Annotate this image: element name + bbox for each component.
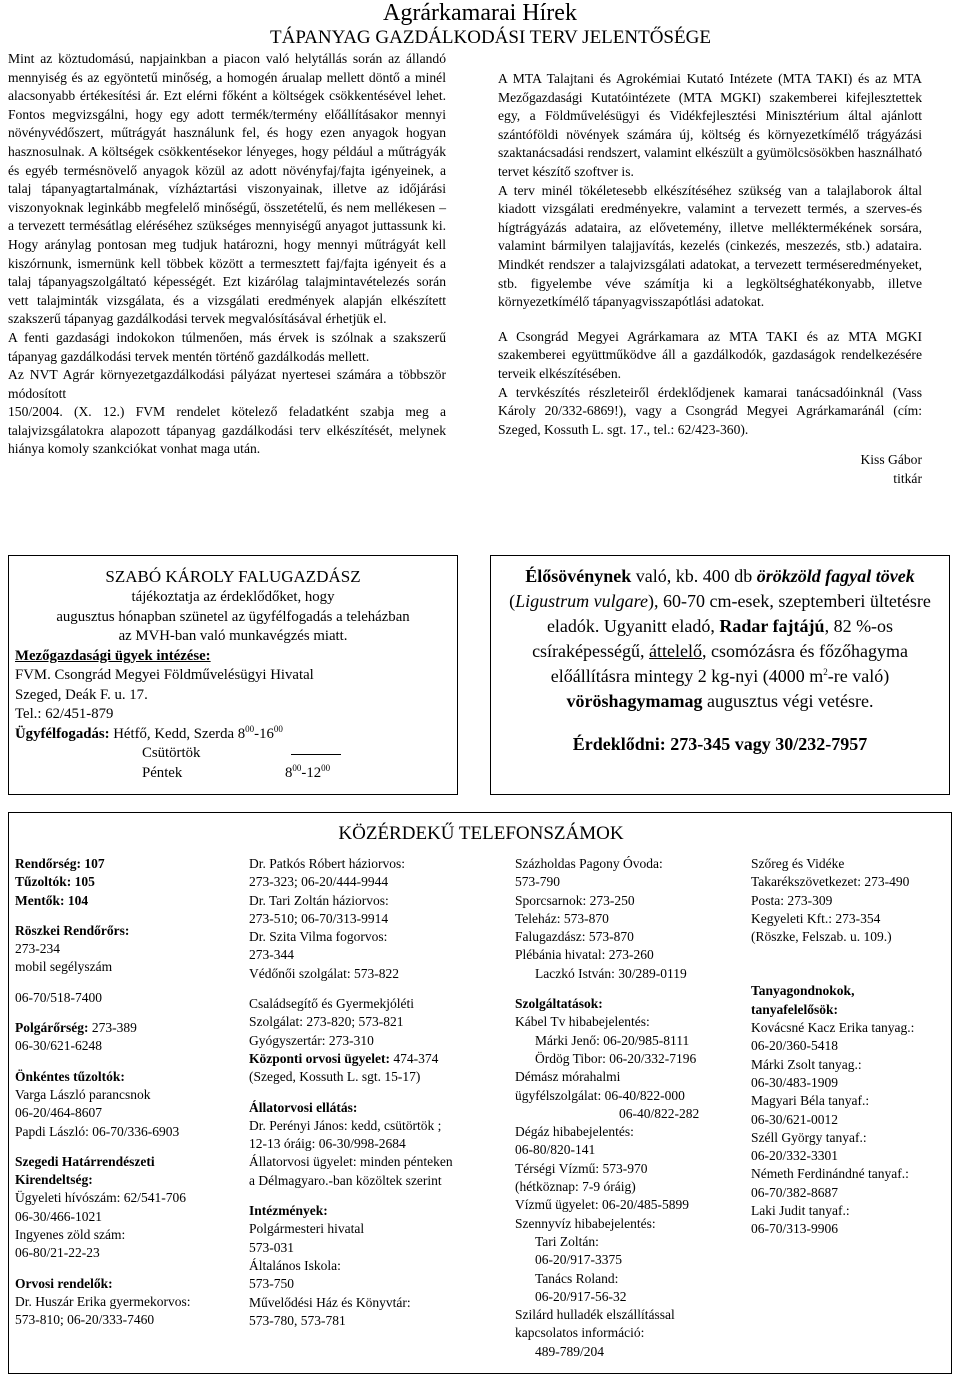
hours-days: Hétfő, Kedd, Szerda 8: [113, 725, 246, 742]
article-paragraph: A MTA Talajtani és Agrokémiai Kutató Intézete (MTA TAKI) és az MTA Mezőgazdasági Kutatóintézete (MTA MGKI) szakemberei kifejlesztettek egy, a Földművelésügyi és Vidékfejlesztési Minisztérium által ajánlott szántóföldi növények számára új, költség és környezetkímélő trágyázási szaktanácsadási rendszert, valamint elkészült a gyümölcsösökben használható tervet készítő szoftver is.: [498, 71, 922, 179]
notice-heading: Mezőgazdasági ügyek intézése:: [15, 647, 211, 664]
phone-entry: Dégáz hibabejelentés:: [515, 1124, 634, 1140]
phone-directory-title: KÖZÉRDEKŰ TELEFONSZÁMOK: [338, 823, 624, 844]
phone-entry: Takarékszövetkezet: 273-490: [751, 874, 910, 890]
ad-text-part: (: [509, 591, 516, 611]
phone-entry: 06-70/313-9906: [751, 1221, 838, 1237]
phone-entry: 573-031: [249, 1239, 294, 1255]
phone-entry: Kábel Tv hibabejelentés:: [515, 1014, 650, 1030]
friday-to: -12: [301, 764, 322, 781]
ad-text: [497, 564, 943, 714]
hours-thursday: [9, 744, 457, 764]
notice-line: az MVH-ban való munkavégzés miatt.: [118, 628, 348, 644]
phone-entry-number: 273-389: [88, 1020, 137, 1036]
friday-label: Péntek: [142, 764, 183, 781]
phone-entry: kapcsolatos információ:: [515, 1325, 645, 1341]
phone-entry: Szilárd hulladék elszállítással: [515, 1307, 675, 1323]
friday-min: 00: [321, 762, 331, 773]
ad-italic: Ligustrum vulgare: [515, 591, 648, 611]
phone-entry: Családsegítő és Gyermekjóléti: [249, 996, 414, 1012]
phone-entry: 06-30/621-0012: [751, 1111, 838, 1127]
classified-ad-box: [490, 555, 950, 795]
spacer: [249, 1087, 453, 1099]
ad-bold: Élősövénynek: [525, 566, 632, 586]
phone-entry: Plébánia hivatal: 273-260: [515, 947, 654, 963]
spacer: [15, 1007, 190, 1019]
phone-entry: 573-780, 573-781: [249, 1312, 346, 1328]
phone-entry: 273-344: [249, 947, 294, 963]
phone-entry: [249, 1050, 453, 1068]
phone-entry: Tari Zoltán:: [535, 1233, 599, 1249]
phone-entry: Varga László parancsnok: [15, 1086, 151, 1102]
phone-entry: Dr. Patkós Róbert háziorvos:: [249, 856, 405, 871]
phone-entry: Tanyagondnokok,: [751, 983, 855, 999]
phone-entry: 06-80/820-141: [515, 1142, 596, 1158]
phone-entry: 273-323; 06-20/444-9944: [249, 874, 389, 890]
office-name: FVM. Csongrád Megyei Földművelésügyi Hivatal: [15, 667, 314, 683]
phone-entry: 273-234: [15, 941, 60, 957]
article-paragraph: A terv minél tökéletesebb elkészítéséhez szükség van a talajlaborok által kiadott vizsgálati eredményekre, valamint a tervezett termés, a szerves-és hígtrágyázás adataira, az elővetemény, illetve melléktermékének sorsára, valamint bármilyen talajjavítás, kezelés (cinkezés, meszezés, stb.) adataira. Mindkét rendszer a talajvizsgálati adatokat, a tervezett terméseredményeket, stb. figyelembe véve számítja ki a legköltséghatékonyabb, illetve környezetkímélő tápanyagvisszapótlási adatokat.: [498, 182, 922, 310]
ad-contact: Érdeklődni: 273-345 vagy 30/232-7957: [572, 734, 868, 754]
ad-bold: Radar fajtájú: [719, 616, 825, 636]
friday-from: 8: [285, 764, 293, 781]
notice-line: augusztus hónapban szünetel az ügyfélfogadás a teleházban: [56, 608, 410, 625]
phone-entry: Rendőrség: 107: [15, 856, 105, 871]
notice-line: tájékoztatja az érdeklődőket, hogy: [131, 589, 335, 605]
spacer: [249, 983, 453, 995]
phone-entry: Önkéntes tűzoltók:: [15, 1068, 125, 1084]
phone-column-4: [751, 855, 914, 1239]
hours-min: 00: [245, 723, 255, 734]
phone-entry: Dr. Perényi János: kedd, csütörtök ;: [249, 1117, 442, 1133]
phone-entry: Teleház: 573-870: [515, 910, 609, 926]
phone-entry: ügyfélszolgálat: 06-40/822-000: [515, 1087, 685, 1103]
phone-entry: 06-70/382-8687: [751, 1184, 838, 1200]
phone-entry: Gyógyszertár: 273-310: [249, 1032, 374, 1048]
notice-title: SZABÓ KÁROLY FALUGAZDÁSZ: [105, 567, 361, 586]
hours-label: Ügyfélfogadás:: [15, 725, 110, 742]
ad-text-part: augusztus végi vetésre.: [702, 691, 874, 711]
spacer: [751, 970, 914, 982]
phone-entry: Intézmények:: [249, 1203, 328, 1219]
phone-entry: Tanács Roland:: [535, 1270, 619, 1286]
phone-entry: Szennyvíz hibabejelentés:: [515, 1215, 656, 1231]
article-paragraph: Az NVT Agrár környezetgazdálkodási pályázat nyertesei számára a többször módosított: [8, 367, 446, 401]
phone-entry: Papdi László: 06-70/336-6903: [15, 1123, 180, 1139]
article-paragraph: A Csongrád Megyei Agrárkamara az MTA TAKI és az MTA MGKI szakemberei együttműködve áll a gazdálkodók, gazdaságok rendelkezésére terveik elkészítésében.: [498, 328, 922, 381]
thursday-label: Csütörtök: [142, 745, 201, 761]
signature-role: titkár: [893, 470, 922, 486]
phone-entry: Ügyeleti hívószám: 62/541-706: [15, 1190, 186, 1206]
phone-entry-number: 474-374: [390, 1050, 439, 1066]
phone-entry: Márki Jenő: 06-20/985-8111: [535, 1032, 690, 1048]
friday-min: 00: [292, 762, 302, 773]
phone-entry: Démász mórahalmi: [515, 1069, 621, 1085]
phone-entry: Laki Judit tanyaf.:: [751, 1203, 850, 1219]
phone-entry: a Délmagyaro.-ban közöltek szerint: [249, 1172, 442, 1188]
phone-entry: 273-510; 06-70/313-9914: [249, 910, 389, 926]
phone-entry: Tűzoltók: 105: [15, 874, 95, 890]
phone-entry: 06-20/464-8607: [15, 1105, 102, 1121]
phone-column-2: [249, 855, 453, 1330]
spacer: [751, 958, 914, 970]
ad-text-part: -re való): [827, 666, 890, 686]
phone-entry: 06-20/917-56-32: [535, 1288, 627, 1304]
spacer: [15, 1141, 190, 1153]
phone-entry: Vízmű ügyelet: 06-20/485-5899: [515, 1197, 689, 1213]
article-left-column: [8, 50, 446, 459]
phone-entry: Ördög Tibor: 06-20/332-7196: [535, 1050, 697, 1066]
ad-text-part: , 82 %-os csíraképességű,: [532, 616, 894, 661]
phone-entry: (Röszke, Felszab. u. 109.): [751, 929, 892, 945]
phone-entry: Sporcsarnok: 273-250: [515, 892, 635, 908]
hours-min: 00: [273, 723, 283, 734]
phone-entry: Röszkei Rendőrőrs:: [15, 922, 130, 938]
article-paragraph: 150/2004. (X. 12.) FVM rendelet kötelező feladatként szabja meg a talajvizsgálatokra alapozott tápanyag gazdálkodási terv elkészítését, melynek hiánya komoly szankciókat vonhat maga után.: [8, 404, 446, 457]
article-paragraph: A fenti gazdasági indokokon túlmenően, más érvek is szólnak a szakszerű tápanyag gazdálkodási tervek mentén történő gazdálkodás mellett.: [8, 329, 446, 364]
phone-entry: Posta: 273-309: [751, 892, 833, 908]
phone-entry: 06-80/21-22-23: [15, 1245, 100, 1261]
article-paragraph: Mint az köztudomású, napjainkban a piacon való helytállás során az állandó mennyiség és az egyöntetű minőség, a homogén árualap mellett döntő a minél alacsonyabb értékesítési ár. Ezt elérni főként a költségek csökkentésével lehet. Fontos megvizsgálni, hogy egy adott termék/termény előállításakor mennyi növényvédőszert, műtrágyát használunk fel, és hogy ezen anyagok hogyan hasznosulnak. A költségek csökkentésekor lényeges, hogy például a műtrágyák és egyéb termésnövelő anyagok közül az adott növényfaj/fajta igényeinek, a talaj tápanyagtartalmának, vízháztartási viszonyainak, illetve az időjárási viszonyoknak leginkább megfelelő minőségű, összetételű, és nem mellékesen – a tervezett termésátlag eléréséhez szükséges mennyiségű anyagot juttassunk ki. Hogy aránylag pontosan meg tudjuk határozni, hogy mennyi műtrágyát kell kiszórnunk, ismernünk kell többek között a termesztett faj/fajta igényeit és a talaj tápanyagszolgáltató képességét. Ezt kizárólag talajmintavételezés során vett talajminták vizsgálata, és a vizsgálati eredmények alapján elkészített szakszerű tápanyag gazdálkodási tervek megvalósításával érhetjük el.: [8, 51, 446, 327]
article-paragraph: A tervkészítés részleteiről érdeklődjenek kamarai tanácsadóinknál (Vass Károly 20/332-6869!), vagy a Csongrád Megyei Agrárkamaránál (cím: Szeged, Kossuth L. sgt. 17., tel.: 62/423-360).: [498, 384, 922, 437]
phone-entry: 573-750: [249, 1276, 294, 1292]
phone-entry: Dr. Szita Vilma fogorvos:: [249, 929, 388, 945]
phone-entry-label: Központi orvosi ügyelet:: [249, 1050, 390, 1066]
phone-directory-box: [8, 812, 952, 1374]
phone-entry: 489-789/204: [535, 1343, 604, 1359]
phone-entry: 573-810; 06-20/333-7460: [15, 1312, 155, 1328]
office-phone: Tel.: 62/451-879: [15, 706, 114, 722]
spacer: [249, 1190, 453, 1202]
phone-entry: Laczkó István: 30/289-0119: [535, 965, 687, 981]
phone-entry: Kegyeleti Kft.: 273-354: [751, 910, 881, 926]
phone-entry: Széll György tanyaf.:: [751, 1129, 867, 1145]
phone-column-3: [515, 855, 699, 1361]
phone-entry: 06-30/483-1909: [751, 1074, 838, 1090]
phone-entry: Polgármesteri hivatal: [249, 1221, 365, 1237]
spacer: [15, 1263, 190, 1275]
phone-entry: Állatorvosi ügyelet: minden pénteken: [249, 1154, 453, 1170]
article-right-column: [498, 70, 922, 488]
phone-entry: 06-40/822-282: [619, 1105, 700, 1121]
phone-entry: 06-70/518-7400: [15, 989, 102, 1005]
phone-entry: Kovácsné Kacz Erika tanyag.:: [751, 1020, 915, 1036]
phone-entry: Ingyenes zöld szám:: [15, 1227, 126, 1243]
ad-underline: áttelelő: [649, 641, 703, 661]
spacer: [751, 946, 914, 958]
phone-entry: Százholdas Pagony Óvoda:: [515, 856, 663, 871]
phone-entry: Szolgálat: 273-820; 573-821: [249, 1014, 404, 1030]
phone-entry: Orvosi rendelők:: [15, 1275, 113, 1291]
phone-entry: Dr. Tari Zoltán háziorvos:: [249, 892, 389, 908]
phone-entry: 06-20/917-3375: [535, 1252, 622, 1268]
phone-entry-label: Polgárőrség:: [15, 1020, 89, 1036]
phone-entry: Általános Iskola:: [249, 1257, 341, 1273]
article-title: TÁPANYAG GAZDÁLKODÁSI TERV JELENTŐSÉGE: [270, 27, 711, 48]
phone-entry: Mentők: 104: [15, 892, 89, 908]
spacer: [15, 1056, 190, 1068]
phone-entry: Szolgáltatások:: [515, 996, 603, 1012]
hours-to: -16: [254, 725, 274, 742]
phone-entry: Márki Zsolt tanyag.:: [751, 1056, 862, 1072]
phone-entry: 12-13 óráig: 06-30/998-2684: [249, 1136, 406, 1152]
phone-entry: Németh Ferdinándné tanyaf.:: [751, 1166, 909, 1182]
spacer: [15, 910, 190, 922]
phone-entry: 06-20/360-5418: [751, 1038, 838, 1054]
dash-line: [291, 754, 341, 755]
phone-entry: 06-30/621-6248: [15, 1038, 102, 1054]
phone-entry: Állatorvosi ellátás:: [249, 1099, 358, 1115]
phone-entry: 06-20/332-3301: [751, 1148, 838, 1164]
phone-entry: (hétköznap: 7-9 óráig): [515, 1179, 636, 1195]
phone-entry: Térségi Vízmű: 573-970: [515, 1160, 648, 1176]
ad-bold: vöröshagymamag: [566, 691, 703, 711]
ad-text-part: való, kb. 400 db: [631, 566, 757, 586]
phone-entry: (Szeged, Kossuth L. sgt. 15-17): [249, 1069, 421, 1085]
phone-entry: Kirendeltség:: [15, 1172, 93, 1188]
phone-entry: Művelődési Ház és Könyvtár:: [249, 1294, 411, 1310]
phone-entry: [15, 1019, 190, 1037]
ad-text-part: , csomózásra és főzőhagyma előállításra mintegy 2 kg-nyi (4000 m: [550, 641, 908, 686]
office-address: Szeged, Deák F. u. 17.: [15, 686, 148, 703]
phone-entry: Magyari Béla tanyaf.:: [751, 1093, 870, 1109]
phone-entry: Védőnői szolgálat: 573-822: [249, 965, 399, 981]
newsletter-title: Agrárkamarai Hírek: [383, 0, 577, 26]
ad-bold-italic: örökzöld fagyal tövek: [756, 566, 915, 586]
office-hours: [9, 725, 457, 745]
ad-text-part: ), 60-70 cm-esek, szeptemberi ültetésre eladók. Ugyanitt eladó,: [546, 591, 931, 636]
spacer: [15, 977, 190, 989]
phone-entry: Szegedi Határrendészeti: [15, 1153, 155, 1169]
signature-name: Kiss Gábor: [860, 452, 922, 468]
phone-entry: 06-30/466-1021: [15, 1208, 102, 1224]
ad-superscript: 2: [823, 667, 828, 677]
phone-entry: Dr. Huszár Erika gyermekorvos:: [15, 1293, 191, 1309]
phone-entry: Szőreg és Vidéke: [751, 856, 845, 871]
hours-friday: [9, 764, 457, 784]
spacer: [515, 983, 699, 995]
phone-entry: Falugazdász: 573-870: [515, 929, 634, 945]
phone-entry: 573-790: [515, 874, 560, 890]
falugazdasz-notice-box: [8, 555, 458, 795]
phone-column-1: [15, 855, 190, 1330]
phone-entry: mobil segélyszám: [15, 959, 113, 975]
phone-entry: tanyafelelősök:: [751, 1001, 838, 1017]
